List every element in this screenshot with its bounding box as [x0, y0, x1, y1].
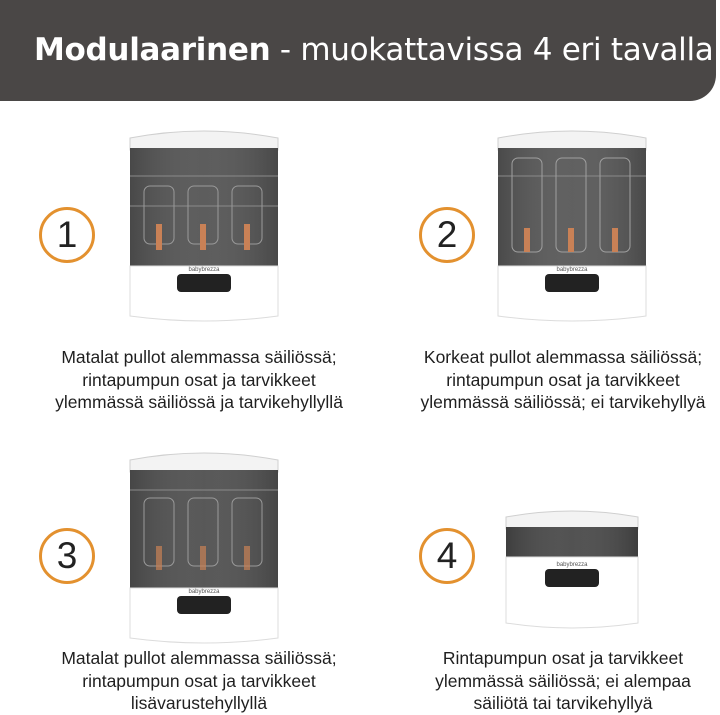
config-3-number: 3 — [56, 535, 78, 576]
config-2-caption: Korkeat pullot alemmassa säiliössä; rintapumpun osat ja tarvikkeet ylemmässä säiliössä; ei tarvikehyllyä — [420, 347, 706, 412]
title-bold: Modulaarinen — [34, 32, 271, 68]
config-3-caption: Matalat pullot alemmassa säiliössä; rintapumpun osat ja tarvikkeet lisävarustehyllyllä — [61, 648, 337, 713]
sterilizer-image-1 — [124, 128, 284, 328]
config-2-number-badge — [419, 207, 475, 263]
config-1-number-badge — [39, 207, 95, 263]
config-2-number: 2 — [436, 214, 458, 255]
brand-logo: babybrezza — [556, 267, 588, 273]
sterilizer-image-3 — [124, 450, 284, 650]
brand-logo: babybrezza — [188, 589, 220, 595]
brand-logo: babybrezza — [188, 267, 220, 273]
header-banner — [0, 0, 716, 101]
sterilizer-image-4 — [492, 507, 652, 637]
config-1-number: 1 — [56, 214, 78, 255]
title-rest: - muokattavissa 4 eri tavalla — [270, 32, 714, 68]
config-4-caption: Rintapumpun osat ja tarvikkeet ylemmässä säiliössä; ei alempaa säiliötä tai tarvikehyllyä — [435, 648, 691, 713]
config-4-number-badge — [419, 528, 475, 584]
page-title — [34, 32, 713, 68]
config-4-number: 4 — [436, 535, 458, 576]
config-1-caption: Matalat pullot alemmassa säiliössä; rintapumpun osat ja tarvikkeet ylemmässä säiliössä ja tarvikehyllyllä — [55, 347, 343, 412]
brand-logo: babybrezza — [556, 562, 588, 568]
config-3-number-badge — [39, 528, 95, 584]
sterilizer-image-2 — [492, 128, 652, 328]
